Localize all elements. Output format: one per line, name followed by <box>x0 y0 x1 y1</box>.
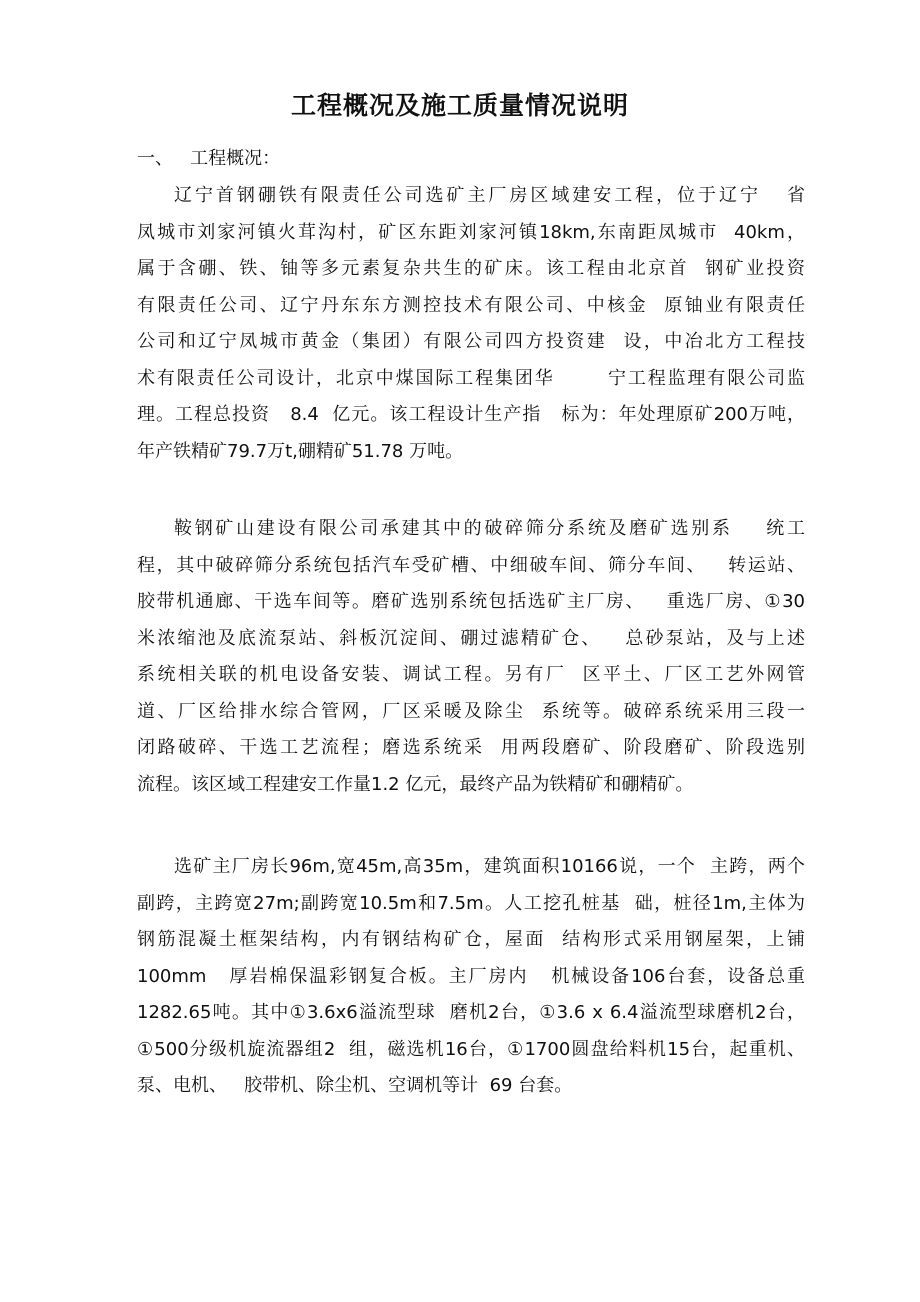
text-line: 钢筋混凝土框架结构，内有钢结构矿仓，屋面 结构形式采用钢屋架，上铺 <box>137 929 805 950</box>
text-line: 流程。该区域工程建安工作量1.2 亿元，最终产品为铁精矿和硼精矿。 <box>137 773 694 795</box>
paragraph-contract-scope <box>137 511 805 803</box>
text-line: 闭路破碎、干选工艺流程；磨选系统采 用两段磨矿、阶段磨矿、阶段选别 <box>137 737 805 758</box>
text-line: 1282.65吨。其中①3.6x6溢流型球 磨机2台，①3.6 x 6.4溢流型球磨机2台， <box>137 1002 805 1023</box>
document-title: 工程概况及施工质量情况说明 <box>290 91 629 120</box>
text-line: 泵、电机、 胶带机、除尘机、空调机等计 69 台套。 <box>137 1075 573 1096</box>
text-line: 系统相关联的机电设备安装、调试工程。另有厂 区平土、厂区工艺外网管 <box>137 664 805 685</box>
text-line: 胶带机通廊、干选车间等。磨矿选别系统包括选矿主厂房、 重选厂房、①30 <box>137 591 805 612</box>
text-line: 道、厂区给排水综合管网，厂区采暖及除尘 系统等。破碎系统采用三段一 <box>137 700 805 722</box>
text-line: 有限责任公司、辽宁丹东东方测控技术有限公司、中核金 原铀业有限责任 <box>137 294 805 316</box>
text-line: 辽宁首钢硼铁有限责任公司选矿主厂房区域建安工程，位于辽宁 省 <box>174 185 805 206</box>
text-line: 公司和辽宁凤城市黄金（集团）有限公司四方投资建 设，中冶北方工程技 <box>137 331 805 352</box>
text-line: 年产铁精矿79.7万t,硼精矿51.78 万吨。 <box>137 440 464 462</box>
text-line: 术有限责任公司设计，北京中煤国际工程集团华 宁工程监理有限公司监 <box>137 367 805 389</box>
section-heading: 一、 工程概况： <box>137 148 281 169</box>
text-line: 100mm 厚岩棉保温彩钢复合板。主厂房内 机械设备106台套，设备总重 <box>137 965 805 987</box>
paragraph-main-plant <box>137 849 805 1105</box>
paragraph-project-overview <box>137 178 805 470</box>
text-line: 属于含硼、铁、铀等多元素复杂共生的矿床。该工程由北京首 钢矿业投资 <box>137 258 805 279</box>
text-line: 鞍钢矿山建设有限公司承建其中的破碎筛分系统及磨矿选别系 统工 <box>174 518 805 539</box>
text-line: ①500分级机旋流器组2 组，磁选机16台，①1700圆盘给料机15台，起重机、 <box>137 1038 805 1060</box>
text-line: 米浓缩池及底流泵站、斜板沉淀间、硼过滤精矿仓、 总砂泵站，及与上述 <box>137 627 805 649</box>
text-line: 凤城市刘家河镇火茸沟村，矿区东距刘家河镇18km,东南距凤城市 40km， <box>137 221 805 243</box>
text-line: 程，其中破碎筛分系统包括汽车受矿槽、中细破车间、筛分车间、 转运站、 <box>137 554 805 576</box>
text-line: 选矿主厂房长96m,宽45m,高35m，建筑面积10166说，一个 主跨，两个 <box>174 856 805 877</box>
text-line: 理。工程总投资 8.4 亿元。该工程设计生产指 标为：年处理原矿200万吨， <box>137 404 805 425</box>
text-line: 副跨，主跨宽27m;副跨宽10.5m和7.5m。人工挖孔桩基 础，桩径1m,主体为 <box>137 892 805 914</box>
